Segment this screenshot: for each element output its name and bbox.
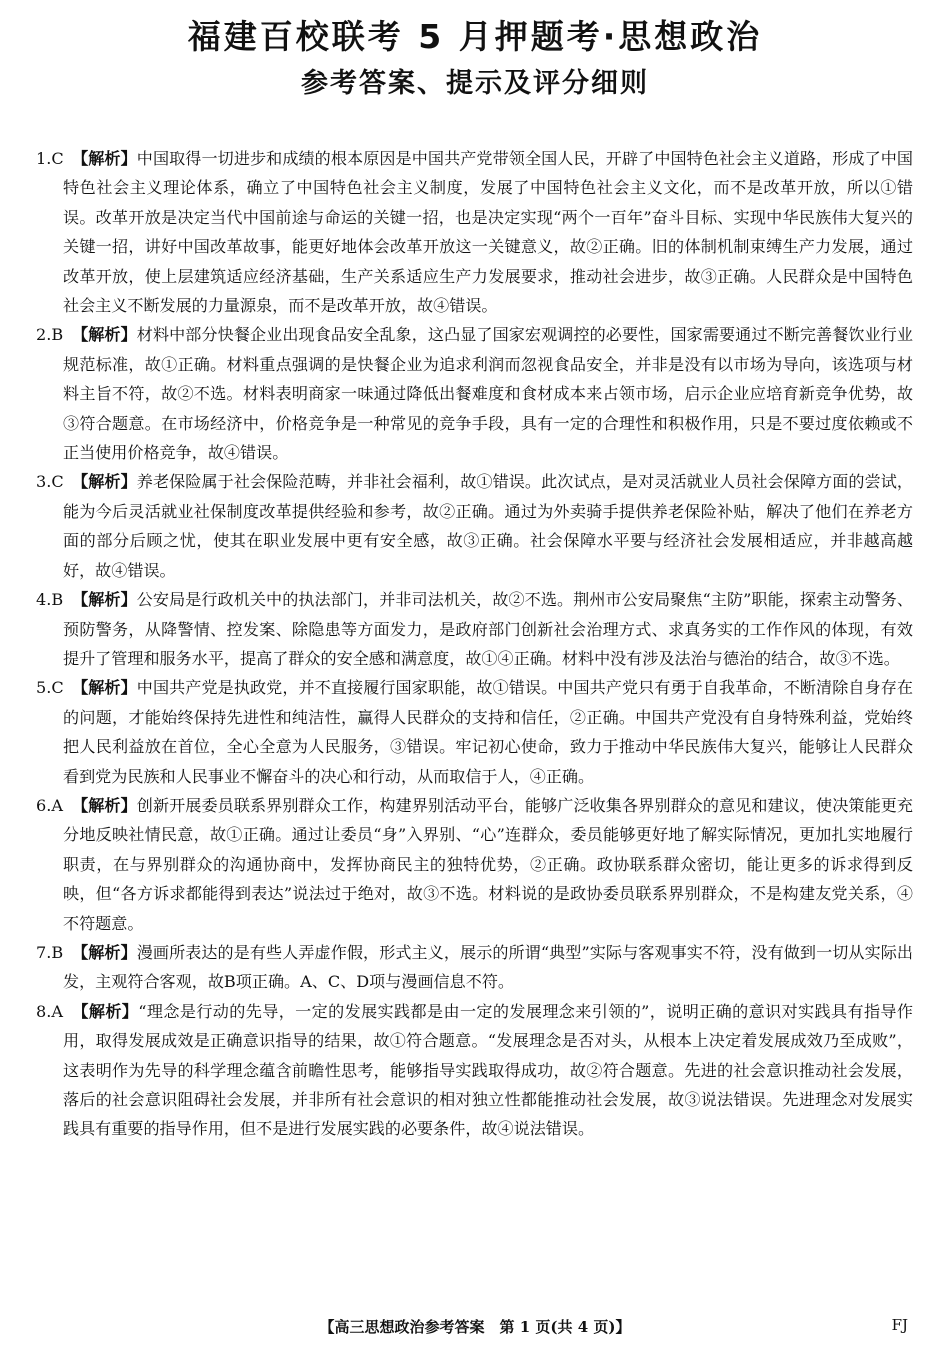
analysis-tag: 【解析】 (72, 472, 137, 492)
analysis-tag: 【解析】 (72, 149, 137, 168)
answer-number: 5.C (36, 678, 64, 698)
analysis-tag: 【解析】 (72, 1001, 139, 1021)
answer-number: 6.A (36, 795, 63, 815)
answer-item-3 (36, 467, 913, 585)
region-code: FJ (891, 1316, 908, 1334)
analysis-tag: 【解析】 (72, 590, 137, 610)
answer-text: 养老保险属于社会保险范畴，并非社会福利，故①错误。此次试点，是对灵活就业人员社会保障方面的尝试，能为今后灵活就业社保制度改革提供经验和参考，故②正确。通过为外卖骑手提供养老保险补贴，解决了他们在养老方面的部分后顾之忧，使其在职业发展中更有安全感，故③正确。社会保障水平要与经济社会发展相适应，并非越高越好，故④错误。 (63, 472, 914, 580)
analysis-tag: 【解析】 (72, 678, 137, 698)
answer-text: 漫画所表达的是有些人弄虚作假，形式主义，展示的所谓“典型”实际与客观事实不符，没有做到一切从实际出发，主观符合客观，故B项正确。A、C、D项与漫画信息不符。 (63, 942, 913, 992)
answer-text: 公安局是行政机关中的执法部门，并非司法机关，故②不选。荆州市公安局聚焦“主防”职能，探索主动警务、预防警务，从降警情、控发案、除隐患等方面发力，是政府部门创新社会治理方式、求真务实的工作作风的体现，有效提升了管理和服务水平，提高了群众的安全感和满意度，故①④正确。材料中没有涉及法治与德治的结合，故③不选。 (63, 590, 913, 668)
answer-text: 材料中部分快餐企业出现食品安全乱象，这凸显了国家宏观调控的必要性，国家需要通过不断完善餐饮业行业规范标准，故①正确。材料重点强调的是快餐企业为追求利润而忽视食品安全，并非是没有以市场为导向，该选项与材料主旨不符，故②不选。材料表明商家一味通过降低出餐难度和食材成本来占领市场，启示企业应培育新竞争优势，故③符合题意。在市场经济中，价格竞争是一种常见的竞争手段，具有一定的合理性和积极作用，只是不要过度依赖或不正当使用价格竞争，故④错误。 (63, 325, 914, 463)
answer-item-7 (36, 938, 913, 997)
answer-number: 8.A (36, 1001, 63, 1021)
answer-item-2 (36, 320, 913, 467)
document-title: 福建百校联考 5 月押题考·思想政治 (187, 17, 763, 56)
answer-item-1 (36, 144, 913, 320)
answer-number: 1.C (36, 149, 64, 168)
answer-number: 7.B (36, 942, 64, 962)
page-footer: 【高三思想政治参考答案 第 1 页(共 4 页)】 (319, 1318, 631, 1336)
answer-number: 2.B (36, 325, 64, 345)
answer-item-8 (36, 997, 913, 1144)
document-subtitle: 参考答案、提示及评分细则 (301, 68, 649, 99)
answer-item-5 (36, 673, 913, 791)
answer-item-4 (36, 585, 913, 673)
answer-text: “理念是行动的先导，一定的发展实践都是由一定的发展理念来引领的”，说明正确的意识对实践具有指导作用，取得发展成效是正确意识指导的结果，故①符合题意。“发展理念是否对头，从根本上决定着发展成效乃至成败”，这表明作为先导的科学理念蕴含前瞻性思考，能够指导实践取得成功，故②符合题意。先进的社会意识推动社会发展，落后的社会意识阻碍社会发展，并非所有社会意识的相对独立性都能推动社会发展，故③说法错误。先进理念对发展实践具有重要的指导作用，但不是进行发展实践的必要条件，故④说法错误。 (63, 1001, 913, 1139)
analysis-tag: 【解析】 (72, 325, 137, 345)
answer-text: 创新开展委员联系界别群众工作，构建界别活动平台，能够广泛收集各界别群众的意见和建议，使决策能更充分地反映社情民意，故①正确。通过让委员“身”入界别、“心”连群众，委员能够更好地了解实际情况，更加扎实地履行职责，在与界别群众的沟通协商中，发挥协商民主的独特优势，②正确。政协联系群众密切，能让更多的诉求得到反映，但“各方诉求都能得到表达”说法过于绝对，故③不选。材料说的是政协委员联系界别群众，不是构建友党关系，④不符题意。 (63, 795, 914, 933)
answer-number: 4.B (36, 590, 64, 610)
answer-text: 中国取得一切进步和成绩的根本原因是中国共产党带领全国人民，开辟了中国特色社会主义道路，形成了中国特色社会主义理论体系，确立了中国特色社会主义制度，发展了中国特色社会主义文化，而不是改革开放，所以①错误。改革开放是决定当代中国前途与命运的关键一招，也是决定实现“两个一百年”奋斗目标、实现中华民族伟大复兴的关键一招，讲好中国改革故事，能更好地体会改革开放这一关键意义，故②正确。旧的体制机制束缚生产力发展，通过改革开放，使上层建筑适应经济基础，生产关系适应生产力发展要求，推动社会进步，故③正确。人民群众是中国特色社会主义不断发展的力量源泉，而不是改革开放，故④错误。 (63, 149, 914, 316)
analysis-tag: 【解析】 (72, 795, 137, 815)
answer-number: 3.C (36, 472, 64, 492)
answer-item-6 (36, 791, 913, 938)
answer-list (36, 144, 913, 1144)
answer-text: 中国共产党是执政党，并不直接履行国家职能，故①错误。中国共产党只有勇于自我革命，不断清除自身存在的问题，才能始终保持先进性和纯洁性，赢得人民群众的支持和信任，②正确。中国共产党没有自身特殊利益，党始终把人民利益放在首位，全心全意为人民服务，③错误。牢记初心使命，致力于推动中华民族伟大复兴，能够让人民群众看到党为民族和人民事业不懈奋斗的决心和行动，从而取信于人，④正确。 (63, 678, 914, 786)
analysis-tag: 【解析】 (72, 942, 137, 962)
